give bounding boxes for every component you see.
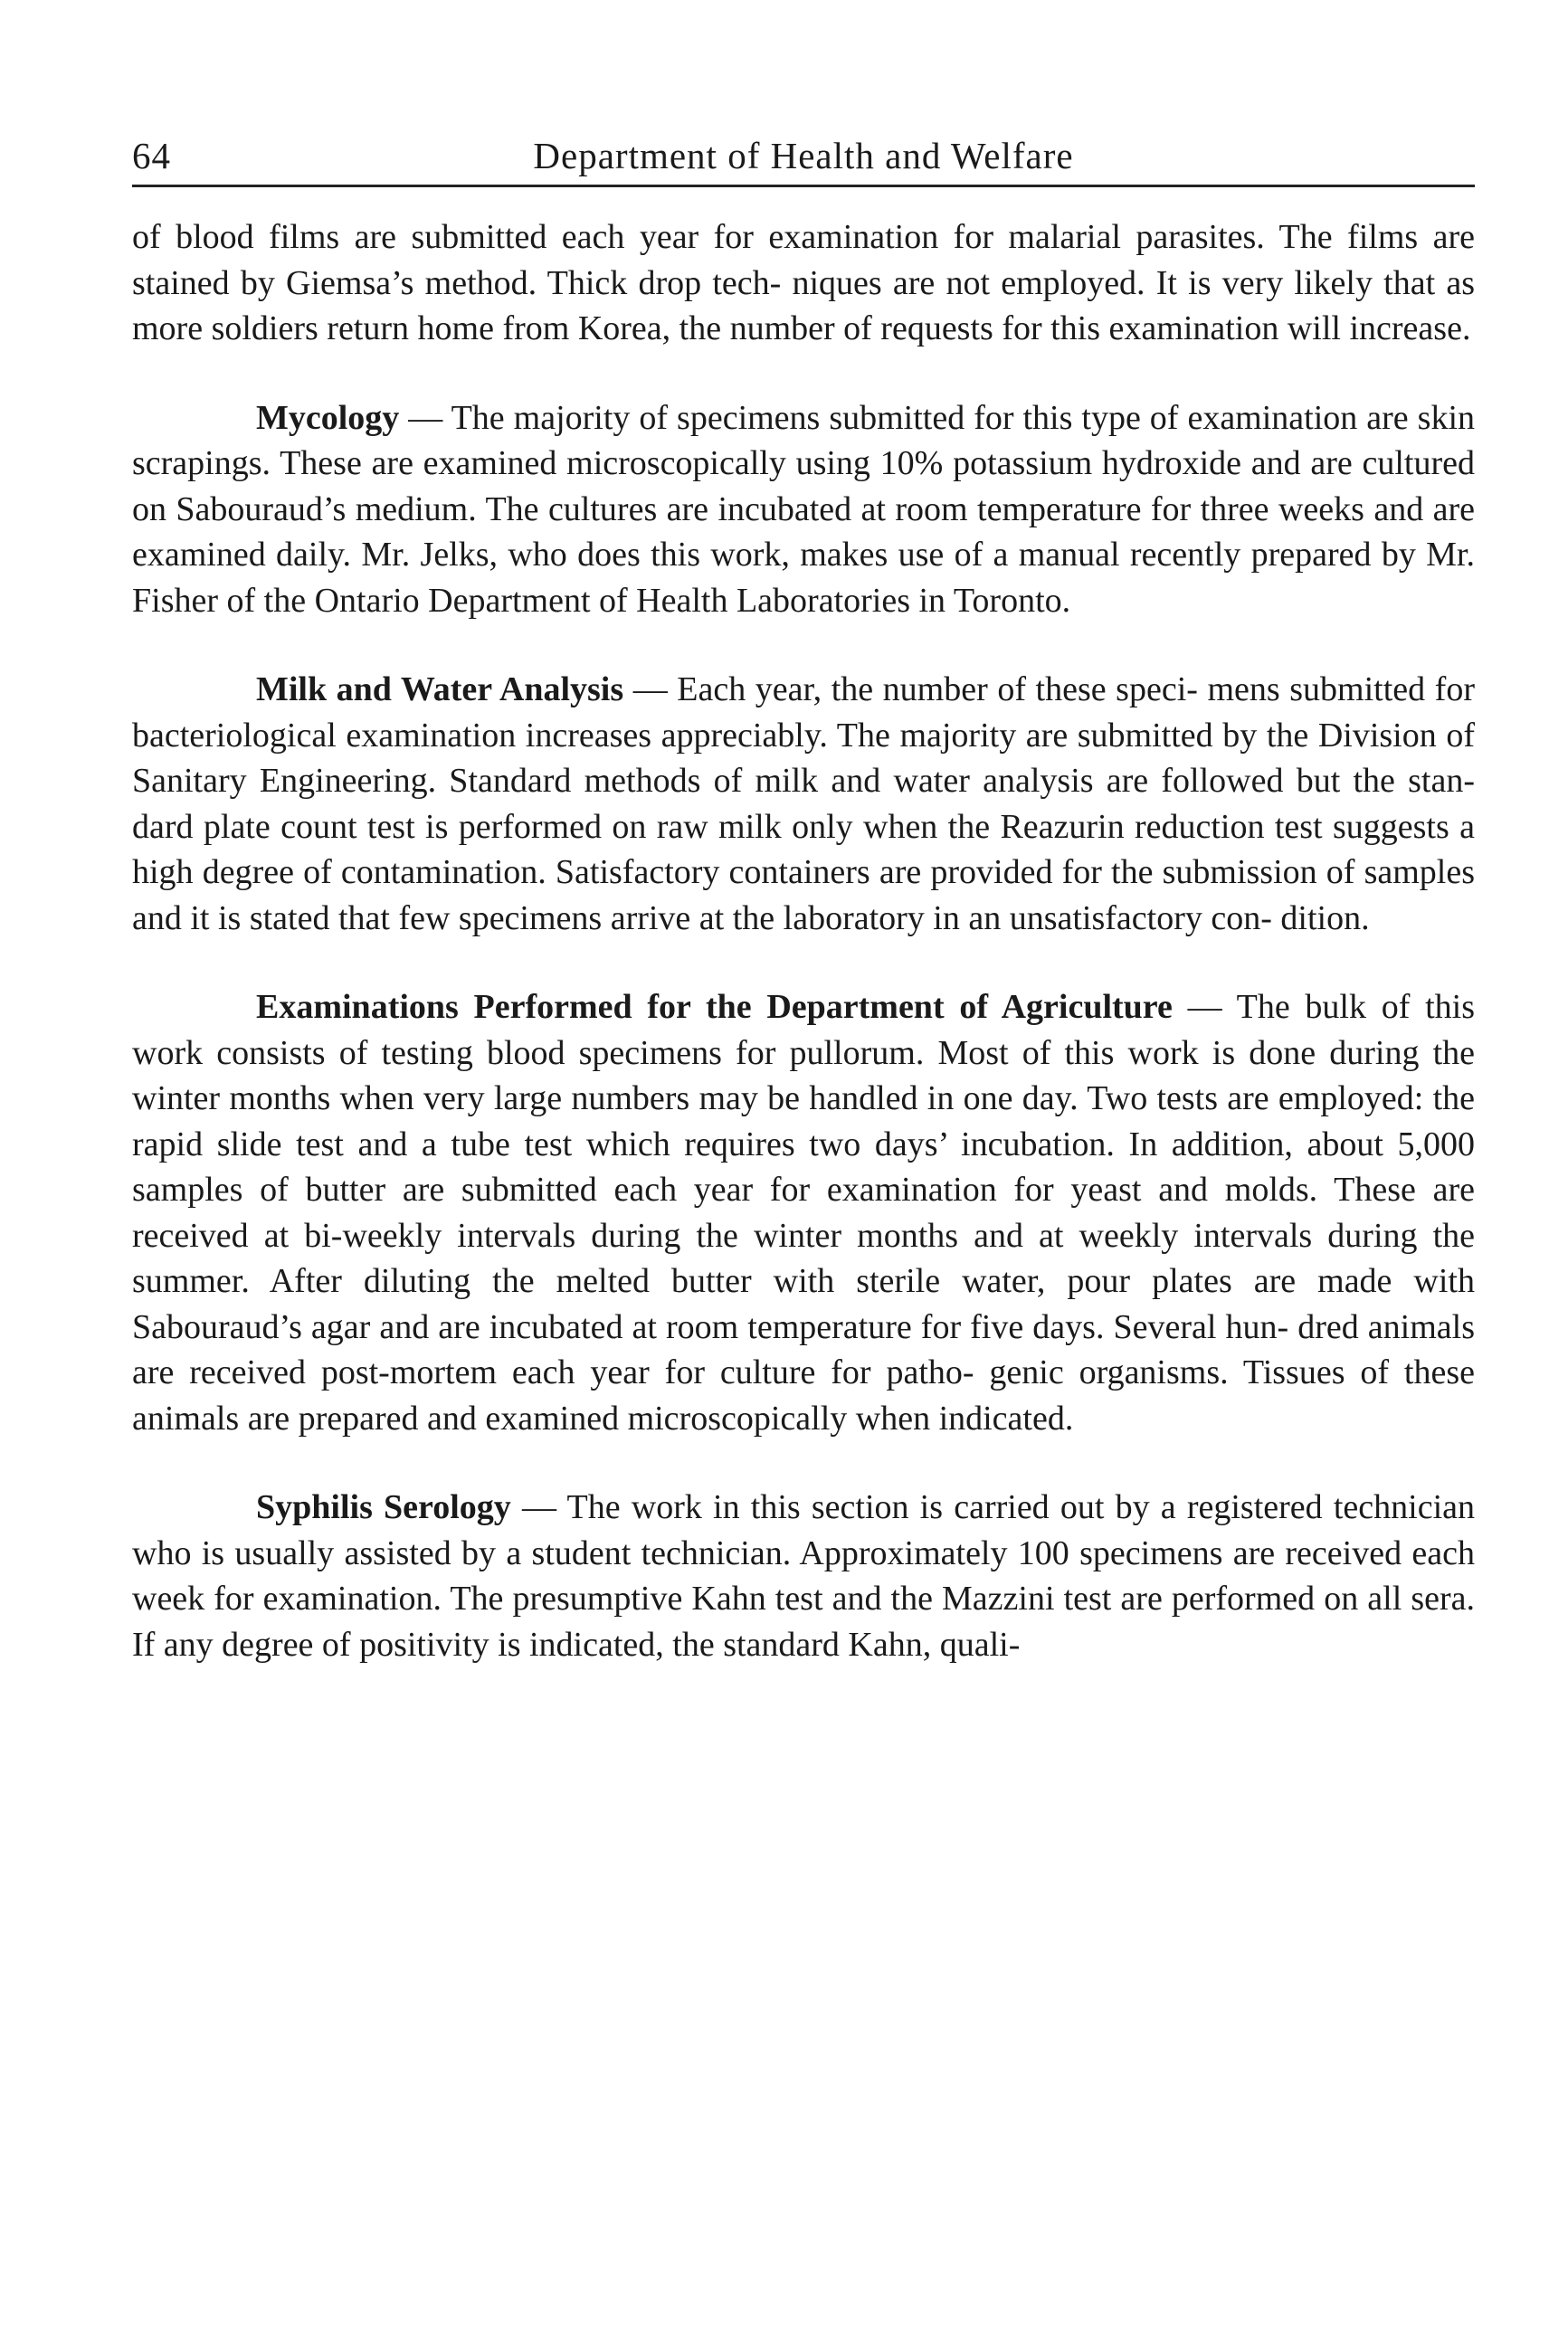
paragraph-agriculture — [132, 984, 1475, 1441]
paragraph-milk-water — [132, 667, 1475, 941]
paragraph-text: — The majority of specimens submitted for this type of examination are skin scrapings. These are examined microscopically using 10% potassium hydroxide and are cultured on Sabouraud’s medium. The cultures are incubated at room temperature for three weeks and are examined daily. Mr. Jelks, who does this work, makes use of a manual recently prepared by Mr. Fisher of the Ontario Department of Health Laboratories in Toronto. — [132, 398, 1475, 620]
running-header — [132, 109, 1475, 187]
running-title: Department of Health and Welfare — [533, 135, 1074, 176]
paragraph-malaria-continued — [132, 214, 1475, 352]
paragraph-text: of blood films are submitted each year for examination for malarial parasites. The films are stained by Giemsa’s method. Thick drop tech- niques are not employed. It is very likely that as more soldiers return home from Korea, the number of requests for this examination will increase. — [132, 218, 1475, 347]
section-heading-milk-water: Milk and Water Analysis — [256, 670, 624, 708]
paragraph-mycology — [132, 395, 1475, 624]
paragraph-text: — The bulk of this work consists of testing blood specimens for pullorum. Most of this work is done during the winter months when very large numbers may be handled in one day. Two tests are employed: the rapid slide test and a tube test which requires two days’ incubation. In addition, about 5,000 samples of butter are submitted each year for examination for yeast and molds. These are received at bi-weekly intervals during the winter months and at weekly intervals during the summer. After diluting the melted butter with sterile water, pour plates are made with Sabouraud’s agar and are incubated at room temperature for five days. Several hun- dred animals are received post-mortem each year for culture for patho- genic organisms. Tissues of these animals are prepared and examined microscopically when indicated. — [132, 988, 1475, 1438]
document-page — [132, 109, 1475, 1667]
paragraph-text: — The work in this section is carried out by a registered technician who is usually assisted by a student technician. Approximately 100 specimens are received each week for examination. The presumptive Kahn test and the Mazzini test are performed on all sera. If any degree of positivity is indicated, the standard Kahn, quali- — [132, 1488, 1475, 1664]
section-heading-mycology: Mycology — [256, 398, 400, 437]
section-heading-syphilis-serology: Syphilis Serology — [256, 1488, 511, 1526]
paragraph-text: — Each year, the number of these speci- mens submitted for bacteriological examination increases appreciably. The majority are submitted by the Division of Sanitary Engineering. Standard methods of milk and water analysis are followed but the stan- dard plate count test is performed on raw milk only when the Reazurin reduction test suggests a high degree of contamination. Satisfactory containers are provided for the submission of samples and it is stated that few specimens arrive at the laboratory in an unsatisfactory con- dition. — [132, 670, 1475, 937]
page-number: 64 — [132, 135, 171, 176]
body-text — [132, 214, 1475, 1667]
section-heading-agriculture: Examinations Performed for the Department of Agriculture — [256, 988, 1173, 1026]
paragraph-syphilis-serology — [132, 1485, 1475, 1667]
